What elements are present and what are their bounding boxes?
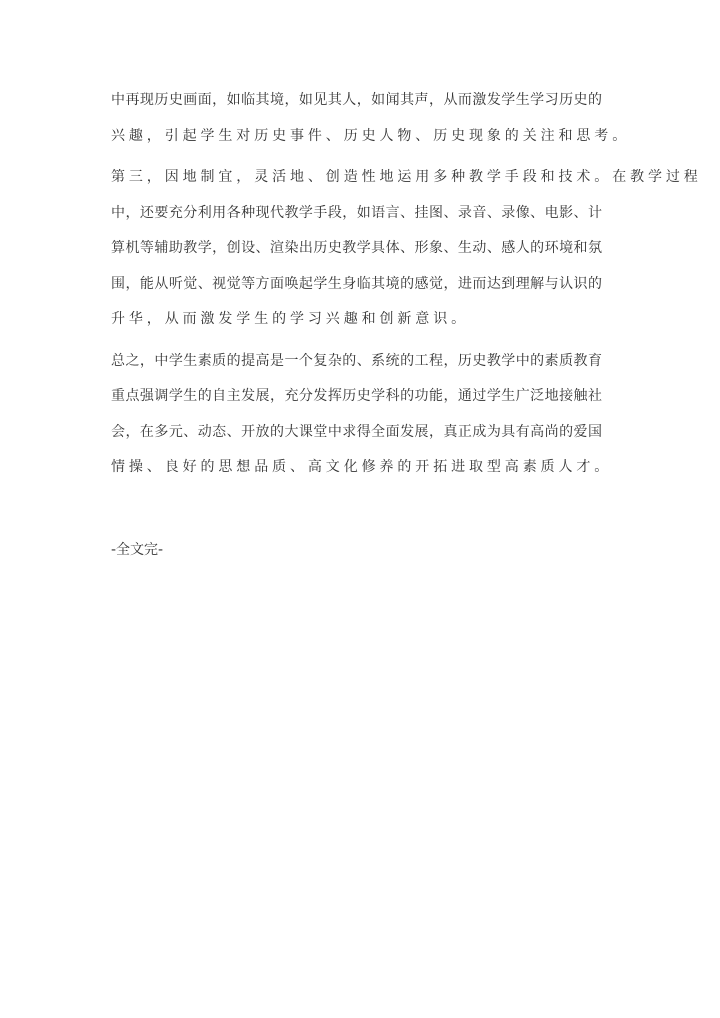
text-line: 升华，从而激发学生的学习兴趣和创新意识。 [111,311,469,327]
text-line: 情操、良好的思想品质、高文化修养的开拓进取型高素质人才。 [111,459,613,475]
text-line: 重点强调学生的自主发展，充分发挥历史学科的功能，通过学生广泛地接触社 [111,388,602,404]
text-line: 兴趣，引起学生对历史事件、历史人物、历史现象的关注和思考。 [111,127,631,144]
paragraph-1 [111,88,631,159]
text-line: 围，能从听觉、视觉等方面唤起学生身临其境的感觉，进而达到理解与认识的 [111,275,602,292]
text-line: 总之，中学生素质的提高是一个复杂的、系统的工程，历史教学中的素质教育 [111,352,602,369]
text-line: 第三，因地制宜，灵活地、创造性地运用多种教学手段和技术。在教学过程 [111,169,702,185]
text-line: 会，在多元、动态、开放的大课堂中求得全面发展，真正成为具有高尚的爱国 [111,423,602,440]
paragraph-3 [111,349,613,491]
text-line: 中，还要充分利用各种现代教学手段，如语言、挂图、录音、录像、电影、计 [111,204,602,221]
document-body [111,88,702,497]
text-line: 算机等辅助教学，创设、渲染出历史教学具体、形象、生动、感人的环境和氛 [111,240,602,256]
end-mark: -全文完- [111,542,164,558]
text-line: 中再现历史画面，如临其境，如见其人，如闻其声，从而激发学生学习历史的 [111,92,602,108]
paragraph-2 [111,165,702,343]
